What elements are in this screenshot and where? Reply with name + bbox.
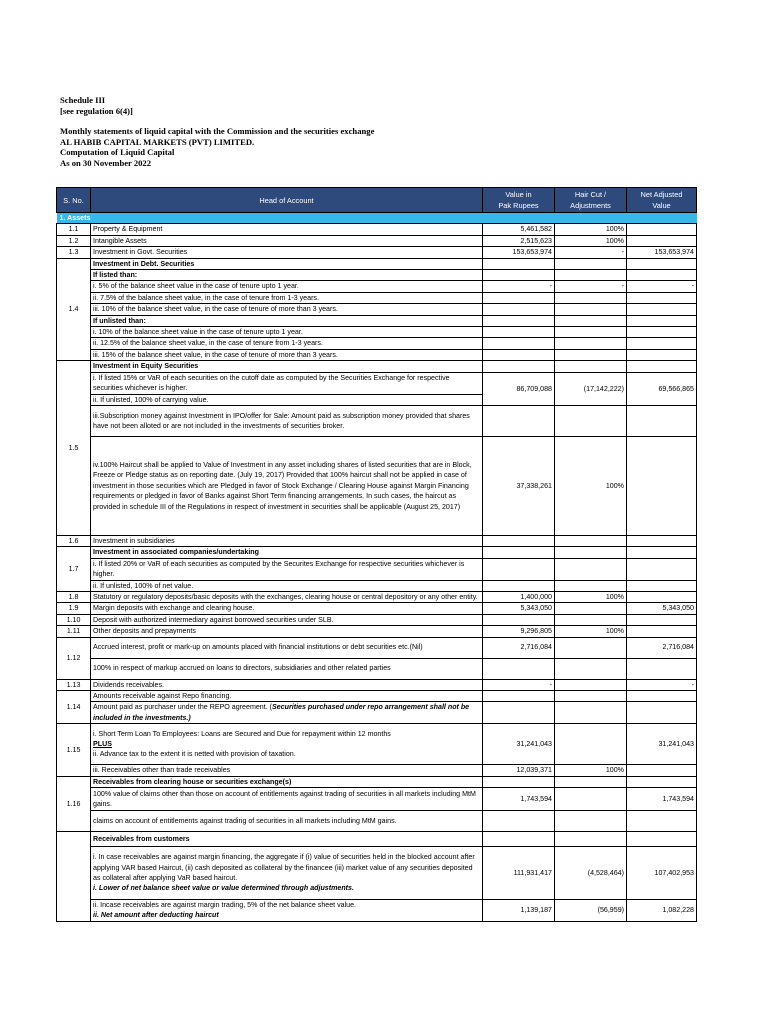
table-cell — [483, 327, 555, 338]
table-row — [57, 658, 697, 679]
table-cell — [555, 338, 627, 349]
table-cell — [627, 349, 697, 360]
table-cell: 1.11 — [57, 626, 91, 637]
table-cell: 1.14 — [57, 690, 91, 723]
table-cell — [483, 361, 555, 372]
table-cell — [555, 535, 627, 546]
table-row — [57, 235, 697, 246]
table-cell: Investment in Equity Securities — [91, 361, 483, 372]
table-cell — [555, 304, 627, 315]
table-cell — [627, 292, 697, 303]
table-cell: Investment in subsidiaries — [91, 535, 483, 546]
table-row — [57, 224, 697, 235]
table-cell: iv.100% Haircut shall be applied to Value of Investment in any asset including shares of listed securities that are in Block, Freeze or Pledge status as on reporting date. (July 19, 2017) Provided that 100% haircut shall not be applied in case of investment in those securities which are Pledged in favor of Stock Exchange / Clearing House against Margin Financing requirements or pledged in favor of Banks against Short Term financing arrangements. In such cases, the haircut as provided in schedule III of the Regulations in respect of investment in securities shall be applicable (August 25, 2017) — [91, 436, 483, 535]
table-cell: Other deposits and prepayments — [91, 626, 483, 637]
table-cell — [627, 405, 697, 436]
table-cell — [483, 558, 555, 580]
table-cell: i. In case receivables are against margin financing, the aggregate if (i) value of securities held in the blocked account after applying VAR based Haircut, (ii) cash deposited as collateral by the financee (iii) market value of any securities deposited as collateral after applying VaR based haircut. i. Lower of net balance sheet value or value determined through adjustments. — [91, 847, 483, 900]
table-cell: - — [627, 679, 697, 690]
table-cell: 100% — [555, 765, 627, 776]
table-cell: 1.2 — [57, 235, 91, 246]
table-cell: (56,959) — [555, 900, 627, 922]
table-cell: Margin deposits with exchange and clearing house. — [91, 603, 483, 614]
table-cell — [627, 224, 697, 235]
table-cell: 100% value of claims other than those on account of entitlements against trading of securities in all markets including MtM gains. — [91, 788, 483, 811]
table-cell: Investment in associated companies/undertaking — [91, 547, 483, 558]
table-row — [57, 900, 697, 922]
table-cell — [483, 535, 555, 546]
table-cell: 1.8 — [57, 591, 91, 602]
table-cell: iii. Receivables other than trade receivables — [91, 765, 483, 776]
table-cell — [555, 327, 627, 338]
table-row — [57, 558, 697, 580]
table-cell — [555, 679, 627, 690]
table-cell — [555, 292, 627, 303]
table-cell: Accrued interest, profit or mark-up on amounts placed with financial institutions or debt securities etc.(Nil) — [91, 637, 483, 658]
table-cell: 1.4 — [57, 258, 91, 361]
table-row — [57, 349, 697, 360]
table-cell — [627, 304, 697, 315]
table-cell — [627, 436, 697, 535]
table-cell — [627, 327, 697, 338]
table-cell: ii. 7.5% of the balance sheet value, in the case of tenure from 1-3 years. — [91, 292, 483, 303]
table-cell — [483, 258, 555, 269]
table-cell — [555, 315, 627, 326]
table-cell: i. If listed 15% or VaR of each securities on the cutoff date as computed by the Securities Exchange for respective securities whichever is higher. — [91, 372, 483, 394]
table-cell: 1.13 — [57, 679, 91, 690]
table-row — [57, 281, 697, 292]
table-cell: ii. 12.5% of the balance sheet value, in the case of tenure from 1-3 years. — [91, 338, 483, 349]
table-cell: - — [555, 281, 627, 292]
table-cell — [555, 658, 627, 679]
table-cell — [555, 614, 627, 625]
table-cell: 1.6 — [57, 535, 91, 546]
table-cell: i. 5% of the balance sheet value in the case of tenure upto 1 year. — [91, 281, 483, 292]
table-cell — [555, 690, 627, 701]
table-row — [57, 765, 697, 776]
table-cell: 1.5 — [57, 361, 91, 536]
table-row — [57, 724, 697, 765]
table-cell: 1,400,000 — [483, 591, 555, 602]
table-cell — [627, 614, 697, 625]
table-row — [57, 690, 697, 701]
col-value: Value in Pak Rupees — [483, 188, 555, 213]
table-cell — [483, 292, 555, 303]
table-cell — [555, 603, 627, 614]
table-cell — [483, 776, 555, 787]
table-cell — [483, 658, 555, 679]
table-cell: - — [627, 281, 697, 292]
table-cell: Intangible Assets — [91, 235, 483, 246]
table-row — [57, 603, 697, 614]
table-cell — [555, 270, 627, 281]
table-cell: 100% in respect of markup accrued on loans to directors, subsidiaries and other related parties — [91, 658, 483, 679]
table-cell: ii. If unlisted, 100% of carrying value. — [91, 394, 483, 405]
table-cell: (4,528,464) — [555, 847, 627, 900]
table-cell: 2,716,084 — [483, 637, 555, 658]
table-cell: - — [555, 247, 627, 258]
table-cell: 1.16 — [57, 776, 91, 831]
table-cell: 37,338,261 — [483, 436, 555, 535]
table-cell: Investment in Govt. Securities — [91, 247, 483, 258]
table-cell: 1. Assets — [57, 213, 697, 224]
table-row — [57, 292, 697, 303]
table-cell: Property & Equipment — [91, 224, 483, 235]
table-cell — [627, 580, 697, 591]
table-cell — [483, 580, 555, 591]
table-cell: Investment in Debt. Securities — [91, 258, 483, 269]
table-cell: 5,343,050 — [483, 603, 555, 614]
table-cell — [483, 304, 555, 315]
table-row — [57, 436, 697, 535]
table-row — [57, 535, 697, 546]
col-net: Net Adjusted Value — [627, 188, 697, 213]
table-cell — [555, 724, 627, 765]
table-cell: Deposit with authorized intermediary against borrowed securities under SLB. — [91, 614, 483, 625]
table-cell: 100% — [555, 235, 627, 246]
table-cell: 1,743,594 — [483, 788, 555, 811]
table-cell — [555, 258, 627, 269]
statement-title: Monthly statements of liquid capital with the Commission and the securities exchange — [60, 126, 375, 136]
table-cell: 5,461,582 — [483, 224, 555, 235]
table-row — [57, 832, 697, 847]
table-cell: 107,402,953 — [627, 847, 697, 900]
table-cell — [555, 349, 627, 360]
table-cell — [483, 349, 555, 360]
table-cell — [483, 832, 555, 847]
table-cell: 9,296,805 — [483, 626, 555, 637]
table-cell: claims on account of entitlements against trading of securities in all markets including MtM gains. — [91, 811, 483, 832]
table-cell — [483, 811, 555, 832]
table-row — [57, 247, 697, 258]
table-cell: 2,716,084 — [627, 637, 697, 658]
table-row — [57, 702, 697, 724]
table-cell — [627, 776, 697, 787]
table-cell: 1.12 — [57, 637, 91, 679]
table-cell: i. If listed 20% or VaR of each securities as computed by the Securites Exchange for respective securities whichever is higher. — [91, 558, 483, 580]
table-cell: iii. 10% of the balance sheet value, in the case of tenure of more than 3 years. — [91, 304, 483, 315]
table-cell — [483, 690, 555, 701]
table-cell — [555, 811, 627, 832]
table-cell: ii. Incase receivables are against margin trading, 5% of the net balance sheet value. ii. Net amount after deducting haircut — [91, 900, 483, 922]
table-row — [57, 776, 697, 787]
table-cell: 100% — [555, 626, 627, 637]
table-row — [57, 405, 697, 436]
table-cell — [627, 558, 697, 580]
table-row — [57, 327, 697, 338]
table-row — [57, 270, 697, 281]
table-cell: 1,139,187 — [483, 900, 555, 922]
table-cell: 1.15 — [57, 724, 91, 776]
table-cell: Amount paid as purchaser under the REPO agreement. (Securities purchased under repo arrangement shall not be included in the investments.) — [91, 702, 483, 724]
table-cell: 1.9 — [57, 603, 91, 614]
document-header — [60, 95, 710, 168]
table-cell — [483, 702, 555, 724]
table-cell — [627, 690, 697, 701]
table-cell: 86,709,088 — [483, 372, 555, 405]
table-row — [57, 304, 697, 315]
table-cell: 1.10 — [57, 614, 91, 625]
table-cell — [555, 702, 627, 724]
table-cell — [555, 580, 627, 591]
table-cell — [483, 315, 555, 326]
table-cell — [627, 702, 697, 724]
company-name: AL HABIB CAPITAL MARKETS (PVT) LIMITED. — [60, 136, 255, 147]
table-row — [57, 361, 697, 372]
table-cell — [627, 832, 697, 847]
table-cell — [555, 637, 627, 658]
table-cell: (17,142,222) — [555, 372, 627, 405]
table-cell — [555, 832, 627, 847]
table-cell — [627, 270, 697, 281]
table-row — [57, 591, 697, 602]
table-cell — [627, 258, 697, 269]
table-cell — [627, 338, 697, 349]
table-row — [57, 679, 697, 690]
table-cell — [627, 591, 697, 602]
table-cell — [627, 547, 697, 558]
table-cell: iii.Subscription money against Investment in IPO/offer for Sale: Amount paid as subscription money provided that shares have not been alloted or are not included in the investments of securities broker. — [91, 405, 483, 436]
table-cell: If listed than: — [91, 270, 483, 281]
table-cell: Dividends receivables. — [91, 679, 483, 690]
table-row — [57, 315, 697, 326]
table-cell: 31,241,043 — [627, 724, 697, 765]
table-cell — [627, 235, 697, 246]
table-cell — [555, 405, 627, 436]
table-cell: 100% — [555, 224, 627, 235]
table-cell: ii. If unlisted, 100% of net value. — [91, 580, 483, 591]
table-cell: 12,039,371 — [483, 765, 555, 776]
table-cell: 1,743,594 — [627, 788, 697, 811]
table-row — [57, 626, 697, 637]
table-cell — [627, 315, 697, 326]
table-cell: 153,653,974 — [627, 247, 697, 258]
table-cell: 1,082,228 — [627, 900, 697, 922]
table-cell: Amounts receivable against Repo financing. — [91, 690, 483, 701]
table-cell: Receivables from clearing house or securities exchange(s) — [91, 776, 483, 787]
table-cell — [627, 535, 697, 546]
schedule-title: Schedule III — [60, 95, 106, 105]
table-cell: If unlisted than: — [91, 315, 483, 326]
table-cell — [555, 788, 627, 811]
col-head: Head of Account — [91, 188, 483, 213]
table-cell — [627, 626, 697, 637]
col-haircut: Hair Cut / Adjustments — [555, 188, 627, 213]
table-cell: 1.7 — [57, 547, 91, 592]
regulation-ref: [see regulation 6(4)] — [60, 105, 133, 116]
table-cell: - — [483, 281, 555, 292]
table-cell: 1.3 — [57, 247, 91, 258]
table-row — [57, 847, 697, 900]
table-row — [57, 338, 697, 349]
table-cell: 1.1 — [57, 224, 91, 235]
table-cell: Receivables from customers — [91, 832, 483, 847]
table-cell: iii. 15% of the balance sheet value, in the case of tenure of more than 3 years. — [91, 349, 483, 360]
table-cell — [483, 270, 555, 281]
table-row — [57, 614, 697, 625]
table-row — [57, 547, 697, 558]
table-cell: 100% — [555, 436, 627, 535]
table-row — [57, 580, 697, 591]
liquid-capital-table — [56, 187, 697, 922]
table-row — [57, 637, 697, 658]
table-cell: 111,931,417 — [483, 847, 555, 900]
table-cell: i. Short Term Loan To Employees: Loans are Secured and Due for repayment within 12 months PLUS ii. Advance tax to the extent it is netted with provision of taxation. — [91, 724, 483, 765]
section-assets — [57, 213, 697, 224]
table-cell — [627, 658, 697, 679]
table-cell — [483, 614, 555, 625]
computation-title: Computation of Liquid Capital — [60, 147, 175, 157]
table-cell — [555, 547, 627, 558]
table-cell: - — [483, 679, 555, 690]
table-cell — [555, 361, 627, 372]
table-cell: 2,515,623 — [483, 235, 555, 246]
table-cell — [483, 547, 555, 558]
as-on-date: As on 30 November 2022 — [60, 157, 152, 168]
table-row — [57, 811, 697, 832]
table-cell — [555, 558, 627, 580]
table-cell — [627, 361, 697, 372]
table-cell — [627, 765, 697, 776]
table-cell: 100% — [555, 591, 627, 602]
table-cell — [555, 776, 627, 787]
table-cell: 31,241,043 — [483, 724, 555, 765]
col-sno: S. No. — [57, 188, 91, 213]
table-cell — [627, 811, 697, 832]
table-cell — [57, 832, 91, 922]
table-row — [57, 788, 697, 811]
table-cell: 5,343,050 — [627, 603, 697, 614]
table-cell: 69,566,865 — [627, 372, 697, 405]
table-row — [57, 258, 697, 269]
column-header-row — [57, 188, 697, 213]
table-cell: 153,653,974 — [483, 247, 555, 258]
table-cell: i. 10% of the balance sheet value in the case of tenure upto 1 year. — [91, 327, 483, 338]
table-cell — [483, 405, 555, 436]
table-cell: Statutory or regulatory deposits/basic deposits with the exchanges, clearing house or central depository or any other entity. — [91, 591, 483, 602]
table-row — [57, 372, 697, 394]
table-cell — [483, 338, 555, 349]
